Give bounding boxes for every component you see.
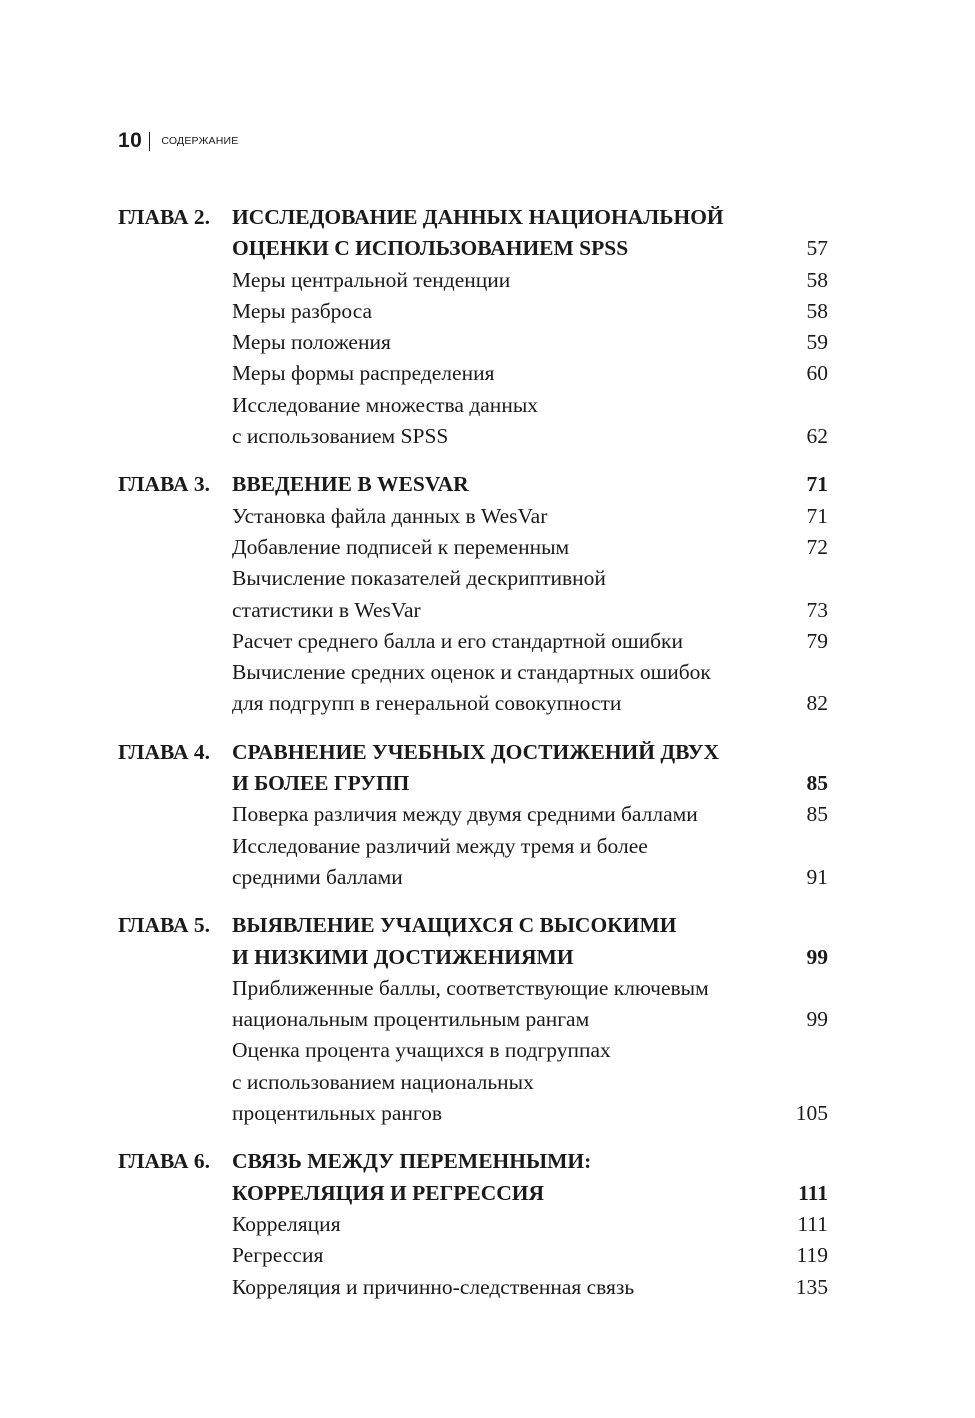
toc-entry-line: [118, 390, 828, 421]
chapter-title: ОЦЕНКИ С ИСПОЛЬЗОВАНИЕМ SPSS: [232, 236, 629, 261]
toc-entry-line: [118, 265, 828, 296]
toc-entry-line: [118, 532, 828, 563]
entry-page-number: 79: [806, 628, 828, 653]
toc-entry-line: [118, 327, 828, 358]
entry-title: Меры разброса: [232, 298, 373, 323]
entry-title: Вычисление показателей дескриптивной: [232, 566, 606, 591]
entry-title: Поверка различия между двумя средними баллами: [232, 802, 698, 827]
toc-entry-line: [118, 421, 828, 452]
toc-entry-line: [118, 358, 828, 389]
entry-title: с использованием SPSS: [232, 424, 449, 449]
chapter-label: ГЛАВА 2.: [118, 205, 210, 229]
entry-title: с использованием национальных: [232, 1069, 534, 1094]
chapter-title: ВВЕДЕНИЕ В WESVAR: [232, 472, 469, 497]
table-of-contents: [118, 202, 828, 1320]
entry-page-number: 111: [797, 1211, 828, 1236]
chapter-page-number: 111: [798, 1180, 828, 1205]
toc-entry-line: [118, 563, 828, 594]
chapter-title-line: [118, 910, 828, 941]
toc-entry-line: [118, 1098, 828, 1129]
entry-page-number: 71: [806, 503, 828, 528]
entry-page-number: 135: [795, 1274, 828, 1299]
toc-entry-line: [118, 1067, 828, 1098]
chapter-title-line: [118, 768, 828, 799]
entry-page-number: 58: [806, 298, 828, 323]
chapter-page-number: 99: [806, 944, 828, 969]
entry-title: Добавление подписей к переменным: [232, 534, 570, 559]
toc-chapter: [118, 469, 828, 719]
entry-title: Регрессия: [232, 1243, 324, 1268]
entry-page-number: 60: [806, 361, 828, 386]
chapter-title: КОРРЕЛЯЦИЯ И РЕГРЕССИЯ: [232, 1180, 545, 1205]
running-head: [118, 127, 238, 155]
entry-page-number: 82: [806, 691, 828, 716]
entry-title: процентильных рангов: [232, 1101, 443, 1126]
chapter-title-line: [118, 202, 828, 233]
entry-page-number: 85: [806, 802, 828, 827]
entry-title: национальным процентильным рангам: [232, 1007, 590, 1032]
chapter-label: ГЛАВА 5.: [118, 913, 210, 938]
entry-page-number: 73: [806, 597, 828, 622]
entry-title: Расчет среднего балла и его стандартной ошибки: [232, 628, 683, 653]
chapter-title: СВЯЗЬ МЕЖДУ ПЕРЕМЕННЫМИ:: [232, 1149, 592, 1174]
toc-chapter: [118, 910, 828, 1129]
entry-page-number: 58: [806, 267, 828, 292]
entry-page-number: 91: [806, 864, 828, 889]
header-divider: [149, 132, 150, 151]
section-title: СОДЕРЖАНИЕ: [161, 135, 239, 147]
page-number: 10: [118, 129, 143, 152]
entry-title: Корреляция: [232, 1211, 341, 1236]
toc-entry-line: [118, 799, 828, 830]
toc-entry-line: [118, 626, 828, 657]
chapter-title-line: [118, 1146, 828, 1177]
chapter-label: ГЛАВА 3.: [118, 472, 210, 497]
entry-page-number: 62: [806, 424, 828, 449]
toc-entry-line: [118, 657, 828, 688]
chapter-title-line: [118, 233, 828, 264]
entry-title: Оценка процента учащихся в подгруппах: [232, 1038, 611, 1063]
chapter-title: И НИЗКИМИ ДОСТИЖЕНИЯМИ: [232, 944, 574, 969]
chapter-title-line: [118, 1178, 828, 1209]
entry-page-number: 99: [806, 1007, 828, 1032]
entry-page-number: 72: [806, 534, 828, 559]
entry-title: Вычисление средних оценок и стандартных ошибок: [232, 660, 711, 685]
chapter-page-number: 85: [806, 771, 828, 796]
toc-entry-line: [118, 1209, 828, 1240]
entry-page-number: 59: [806, 330, 828, 355]
toc-entry-line: [118, 501, 828, 532]
toc-entry-line: [118, 296, 828, 327]
toc-entry-line: [118, 1004, 828, 1035]
entry-title: Исследование множества данных: [232, 392, 539, 417]
toc-entry-line: [118, 688, 828, 719]
chapter-page-number: 57: [806, 236, 828, 261]
toc-entry-line: [118, 1272, 828, 1303]
entry-title: Меры формы распределения: [232, 361, 495, 386]
chapter-title-line: [118, 737, 828, 768]
chapter-label: ГЛАВА 4.: [118, 739, 210, 764]
toc-chapter: [118, 1146, 828, 1302]
toc-entry-line: [118, 862, 828, 893]
entry-page-number: 105: [795, 1101, 828, 1126]
chapter-page-number: 71: [806, 472, 828, 497]
chapter-title: ВЫЯВЛЕНИЕ УЧАЩИХСЯ С ВЫСОКИМИ: [232, 913, 677, 938]
entry-title: средними баллами: [232, 864, 403, 889]
entry-title: Исследование различий между тремя и более: [232, 833, 648, 858]
toc-chapter: [118, 202, 828, 452]
toc-entry-line: [118, 595, 828, 626]
chapter-title: СРАВНЕНИЕ УЧЕБНЫХ ДОСТИЖЕНИЙ ДВУХ: [232, 739, 720, 764]
entry-title: Приближенные баллы, соответствующие ключевым: [232, 975, 709, 1000]
toc-entry-line: [118, 1240, 828, 1271]
toc-entry-line: [118, 831, 828, 862]
entry-title: Корреляция и причинно-следственная связь: [232, 1274, 635, 1299]
chapter-label: ГЛАВА 6.: [118, 1149, 210, 1174]
entry-title: Меры центральной тенденции: [232, 267, 511, 292]
entry-page-number: 119: [796, 1243, 828, 1268]
entry-title: для подгрупп в генеральной совокупности: [232, 691, 622, 716]
chapter-title-line: [118, 942, 828, 973]
entry-title: Установка файла данных в WesVar: [232, 503, 548, 528]
toc-entry-line: [118, 1035, 828, 1066]
chapter-title: И БОЛЕЕ ГРУПП: [232, 771, 410, 796]
entry-title: Меры положения: [232, 330, 391, 355]
toc-entry-line: [118, 973, 828, 1004]
chapter-title: ИССЛЕДОВАНИЕ ДАННЫХ НАЦИОНАЛЬНОЙ: [232, 205, 724, 229]
toc-chapter: [118, 737, 828, 893]
chapter-title-line: [118, 469, 828, 500]
entry-title: статистики в WesVar: [232, 597, 421, 622]
